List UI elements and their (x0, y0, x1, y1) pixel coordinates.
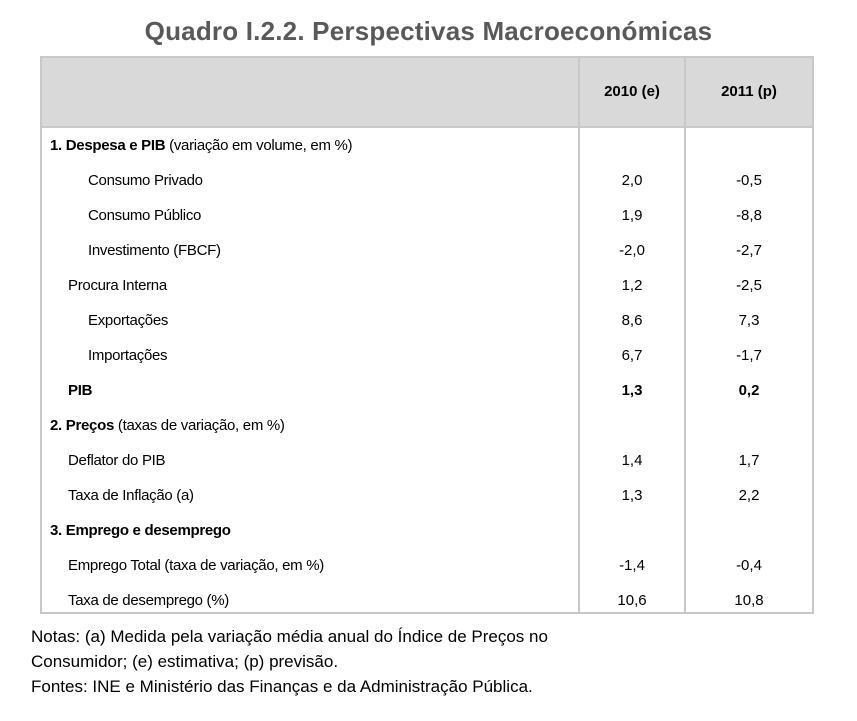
cell-2011: 1,7 (738, 452, 760, 469)
row-label (68, 443, 165, 478)
row-label (50, 128, 352, 163)
cell-2010: 1,3 (621, 382, 643, 399)
table-title: Quadro I.2.2. Perspectivas Macroeconómicas (144, 16, 713, 46)
table-row (42, 198, 812, 233)
row-label-bold: 2. Preços (50, 417, 115, 434)
row-label (88, 338, 167, 373)
table-row (42, 303, 812, 338)
table-row (42, 163, 812, 198)
row-label-text: Taxa de desemprego (%) (68, 592, 229, 609)
cell-2011: 2,2 (738, 487, 760, 504)
cell-2011 (686, 513, 812, 548)
row-label-text: (taxas de variação, em %) (114, 417, 285, 434)
column-header-2010: 2010 (e) (604, 83, 660, 100)
row-label (88, 163, 203, 198)
cell-2011: 10,8 (734, 592, 764, 609)
table-notes (31, 624, 831, 699)
row-label-text: Procura Interna (68, 277, 167, 294)
cell-2010 (580, 128, 684, 163)
row-label-text: Exportações (88, 312, 169, 329)
macro-table (40, 56, 814, 614)
row-label-text: Deflator do PIB (68, 452, 166, 469)
row-label-text: Taxa de Inflação (a) (68, 487, 194, 504)
row-label-text: Importações (88, 347, 168, 364)
row-label-text: Consumo Público (88, 207, 202, 224)
table-header (42, 58, 812, 128)
cell-2011: -2,7 (736, 242, 762, 259)
row-label (88, 303, 168, 338)
row-label-text: Emprego Total (taxa de variação, em %) (68, 557, 324, 574)
cell-2010: 6,7 (621, 347, 643, 364)
table-row (42, 583, 812, 618)
cell-2010 (580, 513, 684, 548)
table-row (42, 373, 812, 408)
table-row (42, 513, 812, 548)
cell-2010: 10,6 (617, 592, 647, 609)
cell-2011: -0,4 (736, 557, 762, 574)
cell-2010: 1,2 (621, 277, 643, 294)
cell-2010: 8,6 (621, 312, 643, 329)
row-label (68, 373, 92, 408)
cell-2010: -1,4 (619, 557, 645, 574)
table-row (42, 548, 812, 583)
row-label-text: Consumo Privado (88, 172, 203, 189)
row-label (68, 478, 194, 513)
row-label-bold: 1. Despesa e PIB (50, 137, 166, 154)
sources-line: Fontes: INE e Ministério das Finanças e da Administração Pública. (31, 677, 533, 696)
row-label (68, 583, 229, 618)
cell-2010: -2,0 (619, 242, 645, 259)
table-row (42, 338, 812, 373)
table-row (42, 268, 812, 303)
table-row (42, 128, 812, 163)
row-label (88, 233, 221, 268)
notes-line: Notas: (a) Medida pela variação média anual do Índice de Preços no (31, 627, 548, 646)
cell-2011: -2,5 (736, 277, 762, 294)
cell-2011: 7,3 (738, 312, 760, 329)
row-label-bold: 3. Emprego e desemprego (50, 522, 231, 539)
cell-2011: 0,2 (738, 382, 760, 399)
cell-2011 (686, 128, 812, 163)
row-label (88, 198, 201, 233)
cell-2010 (580, 408, 684, 443)
row-label-text: (variação em volume, em %) (165, 137, 353, 154)
row-label (68, 548, 324, 583)
cell-2010: 1,9 (621, 207, 643, 224)
cell-2011 (686, 408, 812, 443)
table-row (42, 408, 812, 443)
cell-2010: 1,4 (621, 452, 643, 469)
row-label-text: Investimento (FBCF) (88, 242, 221, 259)
cell-2010: 1,3 (621, 487, 643, 504)
cell-2011: -1,7 (736, 347, 762, 364)
row-label (50, 408, 285, 443)
table-row (42, 443, 812, 478)
cell-2011: -0,5 (736, 172, 762, 189)
notes-line: Consumidor; (e) estimativa; (p) previsão. (31, 652, 339, 671)
row-label (68, 268, 167, 303)
cell-2010: 2,0 (621, 172, 643, 189)
cell-2011: -8,8 (736, 207, 762, 224)
row-label-bold: PIB (68, 382, 93, 399)
table-row (42, 233, 812, 268)
row-label (50, 513, 231, 548)
column-header-2011: 2011 (p) (721, 83, 777, 100)
table-row (42, 478, 812, 513)
